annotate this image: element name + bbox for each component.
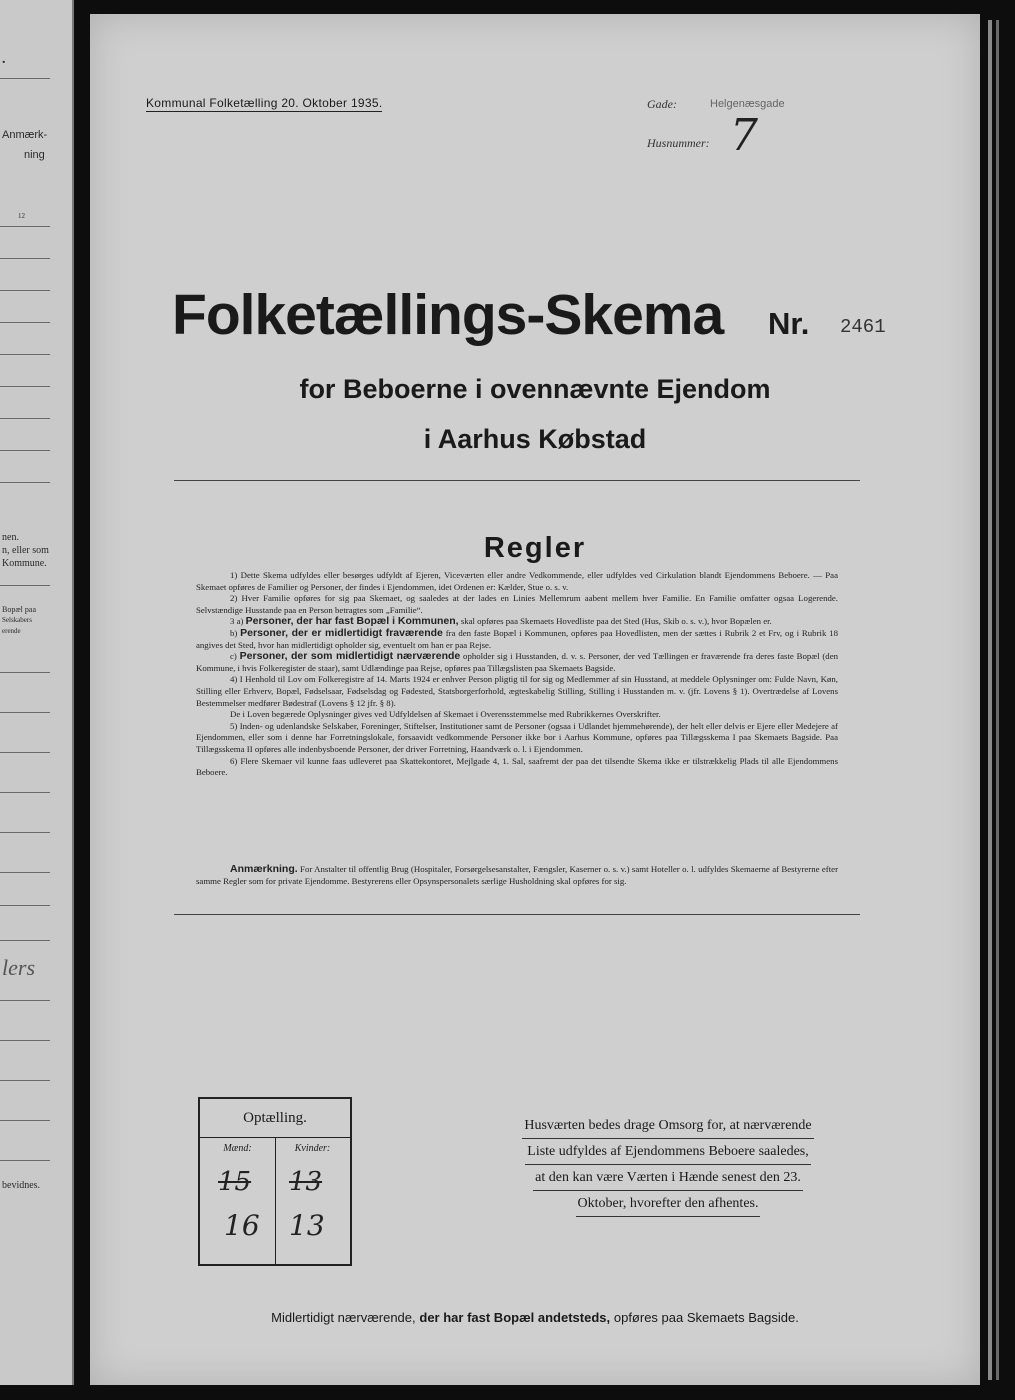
anmaerkning-text: For Anstalter til offentlig Brug (Hospitaler, Forsørgelsesanstalter, Fængsler, Kaserner o. s. v.) samt Hoteller o. l. udfyldes Skemaerne af Bestyrerne efter samme Regler som for private Ejendomme. Bestyrerens eller Opsynspersonalets særlige Husholdning skal opføres for sig. (196, 864, 838, 886)
kvinder-label: Kvinder: (294, 1143, 331, 1154)
rule-1: 1) Dette Skema udfyldes eller besørges udfyldt af Ejeren, Viceværten eller andre Vedkommende, eller udfyldes ved Cirkulation blandt Ejendommens Beboere. — Paa Skemaet opføres de Familier og Personer, der findes i Ejendommen, idet Ordenen er: Kælder, Stue o. s. v. (196, 570, 838, 592)
maend-new-count: 16 (224, 1209, 260, 1242)
rule-5: 5) Inden- og udenlandske Selskaber, Foreninger, Stiftelser, Institutioner samt de Personer (ogsaa i Udlandet hjemmehørende), der helt eller delvis er Ejere eller Medejere af Ejendommen, eller som i denne har Forretningslokale, forsaavidt vedkommende Personer ikke bor i Aarhus Kommune, opføres paa Tillægsskema I paa Skemaets Bagside. Paa Tillægsskema II opføres alle indenbysboende Personer, der driver Forretning, Haandværk o. l. i Ejendommen. (196, 720, 838, 754)
husvaert-line: Oktober, hvorefter den afhentes. (576, 1192, 761, 1217)
divider (174, 914, 860, 915)
left-text: bevidnes. (2, 1180, 41, 1191)
rule-3b: b) Personer, der er midlertidigt fraværende fra den faste Bopæl i Kommunen, opføres paa Hovedlisten, men der sættes i Rubrik 2 et Frv, og i Rubrik 18 angives det Sted, hvor han midlertidigt opholder sig, eventuelt om han er paa Rejse. (196, 626, 838, 650)
rule-3c: c) Personer, der som midlertidigt nærværende opholder sig i Husstanden, d. v. s. Personer, der ved Tællingen er fraværende fra deres faste Bopæl (den Kommune, i hvis Folkeregister de staar), samt Udlændinge paa Rejse, opføres paa Tillægslisten paa Skemaets Bagside. (196, 650, 838, 673)
husnummer-value: 7 (730, 110, 758, 161)
gade-label: Gade: (647, 97, 677, 111)
maend-column (200, 1137, 276, 1264)
rule-4: 4) I Henhold til Lov om Folkeregistre af 14. Marts 1924 er enhver Person pligtig til for sig og Medlemmer af sin Husstand, at meddele Oplysninger om: Fulde Navn, Køn, Stilling eller Erhverv, Bopæl, Fødselsaar, Fødselsdag og Fødested, Statsborgerforhold, ægteskabelig Stilling, Stilling i Husstanden m. v. (jfr. Lovens § 1). Overtrædelse af Lovens Bestemmelser medfører Bødestraf (Lovens § 12 jfr. § 8). (196, 674, 838, 708)
husvaert-line: at den kan være Værten i Hænde senest den 23. (533, 1166, 803, 1191)
page-edge (996, 20, 999, 1380)
regler-heading: Regler (483, 532, 587, 564)
maend-label: Mænd: (223, 1143, 252, 1154)
nr-label: Nr. (768, 306, 810, 341)
form-page (90, 14, 980, 1385)
anmaerkning-label: Anmærkning. (230, 863, 298, 875)
maend-old-count: 15 (218, 1167, 252, 1197)
left-text: Kommune. (2, 558, 47, 569)
husvaert-notice (500, 1114, 836, 1218)
anmaerkning (196, 864, 838, 887)
rules-text (196, 570, 838, 779)
subtitle-2: i Aarhus Købstad (423, 424, 647, 454)
left-text: Selskabers (2, 616, 32, 624)
divider (174, 480, 860, 481)
rule-4b: De i Loven begærede Oplysninger gives ved Udfyldelsen af Skemaet i Overensstemmelse med Rubrikkernes Overskrifter. (230, 709, 661, 720)
husvaert-line: Husværten bedes drage Omsorg for, at nærværende (522, 1114, 813, 1139)
kvinder-old-count: 13 (289, 1167, 323, 1197)
optaelling-box (198, 1097, 352, 1266)
husvaert-line: Liste udfyldes af Ejendommens Beboere saaledes, (525, 1140, 810, 1165)
left-text: erende (2, 627, 21, 635)
left-text: n, eller som (2, 545, 49, 556)
left-text: 12 (18, 212, 25, 220)
footer-note: Midlertidigt nærværende, der har fast Bopæl andetsteds, opføres paa Skemaets Bagside. (271, 1310, 799, 1325)
left-text: ning (24, 149, 45, 161)
left-text: Bopæl paa (2, 605, 36, 614)
left-text: nen. (2, 532, 19, 543)
optaelling-title: Optælling. (200, 1099, 350, 1138)
subtitle-1: for Beboerne i ovennævnte Ejendom (299, 374, 771, 404)
husnummer-label: Husnummer: (647, 136, 710, 150)
left-page: . Anmærk- ning 12 nen. n, eller som Kommune. Bopæl paa Selskabers erende lers bevidnes. (0, 0, 74, 1385)
nr-value: 2461 (840, 316, 886, 338)
census-heading: Kommunal Folketælling 20. Oktober 1935. (146, 96, 383, 110)
rule-3a: 3 a) Personer, der har fast Bopæl i Kommunen, skal opføres paa Skemaets Hovedliste paa det Sted (Hus, Skib o. s. v.), hvor Bopælen er. (230, 615, 772, 628)
kvinder-new-count: 13 (289, 1209, 325, 1242)
kvinder-column (275, 1137, 350, 1264)
gade-value: Helgenæsgade (710, 98, 785, 110)
page-edge (988, 20, 992, 1380)
left-text: Anmærk- (2, 129, 48, 141)
form-title: Folketællings-Skema (172, 283, 724, 347)
rule-2: 2) Hver Familie opføres for sig paa Skemaet, og saaledes at der lades en Linies Mellemrum aabent mellem hver Familie. En Familie omfatter ogsaa Logerende. Selvstændige Husstande paa en Person betragtes som „Familie“. (196, 593, 838, 615)
rule-6: 6) Flere Skemaer vil kunne faas udleveret paa Skattekontoret, Mejlgade 4, 1. Sal, saafremt der paa det tilsendte Skema ikke er tilstrækkelig Plads til alle Ejendommens Beboere. (196, 755, 838, 778)
